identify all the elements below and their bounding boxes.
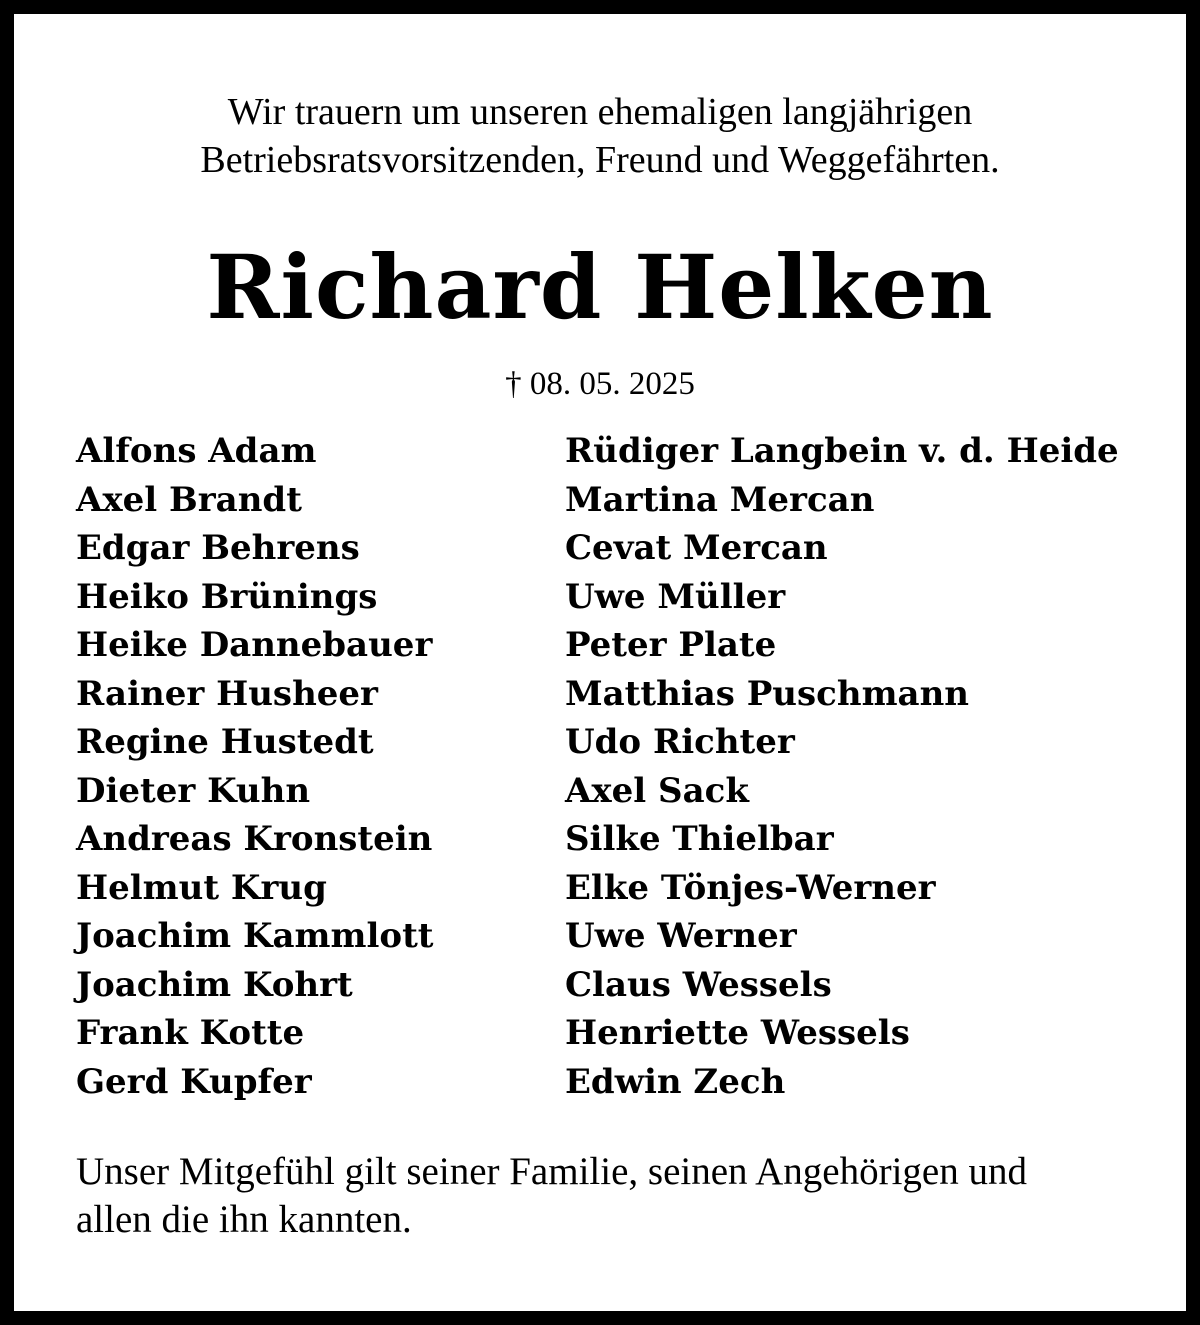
mourner-name: Heike Dannebauer (76, 625, 433, 665)
mourner-name: Dieter Kuhn (76, 770, 311, 811)
mourner-name: Udo Richter (565, 722, 795, 762)
mourner-name: Gerd Kupfer (76, 1061, 312, 1102)
mourner-name: Henriette Wessels (565, 1013, 910, 1053)
mourners-right-column (565, 427, 1119, 1106)
mourner-name: Elke Tönjes-Werner (565, 867, 936, 908)
mourner-name: Martina Mercan (565, 479, 875, 520)
closing-text (76, 1148, 1156, 1244)
mourners-left-column (76, 427, 433, 1106)
mourner-name: Rüdiger Langbein v. d. Heide (565, 431, 1119, 471)
mourner-name: Frank Kotte (76, 1013, 305, 1053)
mourner-name: Regine Hustedt (76, 722, 374, 762)
mourner-name: Claus Wessels (565, 964, 832, 1005)
mourner-name: Silke Thielbar (565, 819, 834, 859)
mourner-name: Uwe Müller (565, 576, 786, 617)
intro-line-1: Wir trauern um unseren ehemaligen langjährigen (227, 91, 973, 133)
closing-line-1: Unser Mitgefühl gilt seiner Familie, seinen Angehörigen und (76, 1150, 1027, 1193)
mourner-name: Matthias Puschmann (565, 673, 970, 714)
mourner-name: Joachim Kammlott (76, 916, 434, 956)
mourner-name: Edwin Zech (565, 1061, 786, 1102)
death-date: † 08. 05. 2025 (505, 366, 695, 402)
mourner-name: Axel Brandt (76, 479, 302, 520)
mourner-name: Joachim Kohrt (76, 964, 353, 1005)
mourner-name: Cevat Mercan (565, 528, 828, 568)
mourner-name: Peter Plate (565, 625, 777, 665)
mourner-name: Edgar Behrens (76, 528, 360, 568)
deceased-name: Richard Helken (206, 235, 994, 339)
mourner-name: Uwe Werner (565, 916, 797, 956)
mourner-name: Andreas Kronstein (76, 819, 433, 859)
mourner-name: Helmut Krug (76, 867, 327, 908)
closing-line-2: allen die ihn kannten. (76, 1198, 412, 1241)
intro-line-2: Betriebsratsvorsitzenden, Freund und Weggefährten. (200, 139, 1000, 181)
mourner-name: Alfons Adam (76, 431, 317, 471)
mourner-name: Axel Sack (565, 770, 749, 811)
intro-text (14, 88, 1186, 184)
mourner-name: Heiko Brünings (76, 576, 378, 617)
mourner-name: Rainer Husheer (76, 673, 378, 714)
